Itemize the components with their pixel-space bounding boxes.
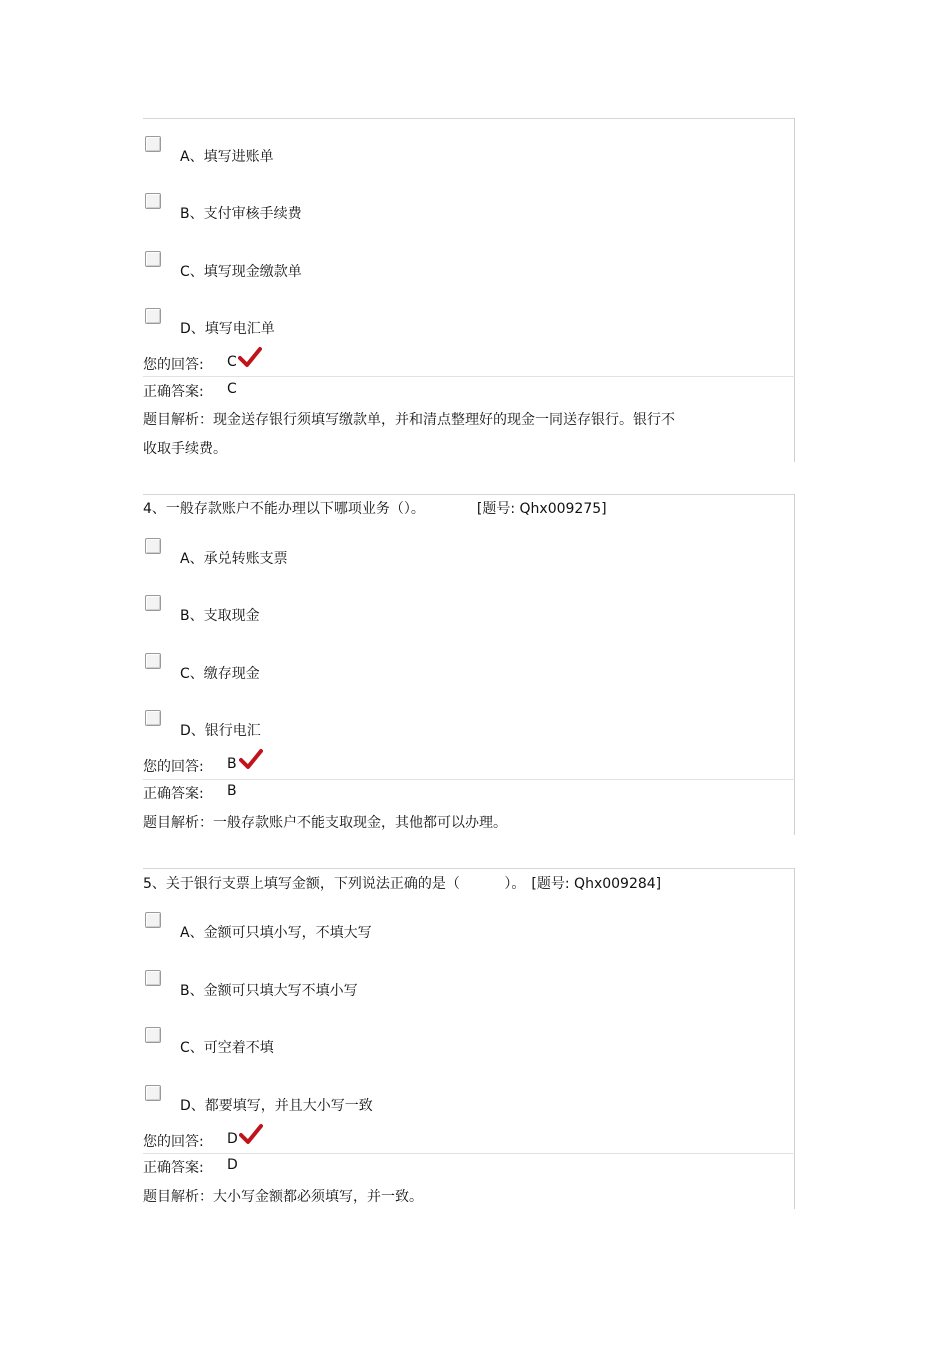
option-c[interactable] bbox=[143, 657, 643, 681]
your-answer-row bbox=[143, 354, 237, 374]
block-top-border bbox=[143, 118, 795, 119]
option-d[interactable] bbox=[143, 312, 643, 336]
option-label: D、都要填写，并且大小写一致 bbox=[180, 1098, 373, 1114]
option-label: D、银行电汇 bbox=[180, 723, 261, 739]
checkbox-icon[interactable] bbox=[145, 970, 161, 986]
your-answer-label: 您的回答: bbox=[143, 759, 204, 775]
your-answer-row bbox=[143, 1131, 238, 1151]
question-text: 4、一般存款账户不能办理以下哪项业务（）。 bbox=[143, 501, 425, 517]
option-a[interactable] bbox=[143, 916, 643, 940]
question-id: [题号: Qhx009275] bbox=[476, 501, 607, 517]
block-top-border bbox=[143, 494, 795, 495]
question-id: [题号: Qhx009284] bbox=[531, 876, 662, 892]
option-label: B、支付审核手续费 bbox=[180, 206, 302, 222]
check-icon bbox=[239, 748, 263, 770]
question-text: 5、关于银行支票上填写金额，下列说法正确的是（ ）。 bbox=[143, 876, 526, 892]
correct-answer-row bbox=[143, 783, 237, 803]
checkbox-icon[interactable] bbox=[145, 1085, 161, 1101]
option-b[interactable] bbox=[143, 197, 643, 221]
correct-answer-value: C bbox=[227, 381, 237, 397]
block-right-border bbox=[794, 494, 795, 835]
option-d[interactable] bbox=[143, 1089, 643, 1113]
analysis-line-1: 题目解析：现金送存银行须填写缴款单，并和清点整理好的现金一同送存银行。银行不 bbox=[143, 412, 675, 428]
your-answer-label: 您的回答: bbox=[143, 357, 204, 373]
option-c[interactable] bbox=[143, 1031, 643, 1055]
divider bbox=[143, 376, 795, 377]
option-b[interactable] bbox=[143, 974, 643, 998]
correct-answer-row bbox=[143, 381, 237, 401]
checkbox-icon[interactable] bbox=[145, 653, 161, 669]
block-right-border bbox=[794, 868, 795, 1209]
your-answer-value: D bbox=[227, 1131, 238, 1147]
checkbox-icon[interactable] bbox=[145, 538, 161, 554]
option-label: A、金额可只填小写，不填大写 bbox=[180, 925, 372, 941]
divider bbox=[143, 1153, 795, 1154]
option-label: C、可空着不填 bbox=[180, 1040, 274, 1056]
your-answer-value: C bbox=[227, 354, 237, 370]
check-icon bbox=[239, 1123, 263, 1145]
divider bbox=[143, 779, 795, 780]
checkbox-icon[interactable] bbox=[145, 193, 161, 209]
option-label: B、金额可只填大写不填小写 bbox=[180, 983, 358, 999]
question-title bbox=[143, 498, 607, 518]
check-icon bbox=[238, 346, 262, 368]
option-label: C、缴存现金 bbox=[180, 666, 260, 682]
your-answer-label: 您的回答: bbox=[143, 1134, 204, 1150]
correct-answer-label: 正确答案: bbox=[143, 1160, 204, 1176]
question-block-3 bbox=[143, 118, 795, 462]
correct-answer-value: D bbox=[227, 1157, 238, 1173]
option-c[interactable] bbox=[143, 255, 643, 279]
your-answer-value: B bbox=[227, 756, 237, 772]
your-answer-row bbox=[143, 756, 237, 776]
analysis-line-1: 题目解析：大小写金额都必须填写，并一致。 bbox=[143, 1189, 423, 1205]
question-block-4 bbox=[143, 494, 795, 835]
question-block-5 bbox=[143, 868, 795, 1209]
checkbox-icon[interactable] bbox=[145, 136, 161, 152]
checkbox-icon[interactable] bbox=[145, 595, 161, 611]
option-a[interactable] bbox=[143, 542, 643, 566]
block-top-border bbox=[143, 868, 795, 869]
correct-answer-label: 正确答案: bbox=[143, 384, 204, 400]
checkbox-icon[interactable] bbox=[145, 1027, 161, 1043]
correct-answer-row bbox=[143, 1157, 238, 1177]
option-label: C、填写现金缴款单 bbox=[180, 264, 302, 280]
checkbox-icon[interactable] bbox=[145, 912, 161, 928]
option-b[interactable] bbox=[143, 599, 643, 623]
checkbox-icon[interactable] bbox=[145, 308, 161, 324]
option-a[interactable] bbox=[143, 140, 643, 164]
question-title bbox=[143, 873, 661, 893]
block-right-border bbox=[794, 118, 795, 462]
correct-answer-value: B bbox=[227, 783, 237, 799]
option-d[interactable] bbox=[143, 714, 643, 738]
option-label: A、填写进账单 bbox=[180, 149, 274, 165]
correct-answer-label: 正确答案: bbox=[143, 786, 204, 802]
analysis-line-2: 收取手续费。 bbox=[143, 441, 227, 457]
option-label: D、填写电汇单 bbox=[180, 321, 275, 337]
option-label: A、承兑转账支票 bbox=[180, 551, 288, 567]
checkbox-icon[interactable] bbox=[145, 251, 161, 267]
analysis-line-1: 题目解析：一般存款账户不能支取现金，其他都可以办理。 bbox=[143, 815, 507, 831]
option-label: B、支取现金 bbox=[180, 608, 260, 624]
checkbox-icon[interactable] bbox=[145, 710, 161, 726]
